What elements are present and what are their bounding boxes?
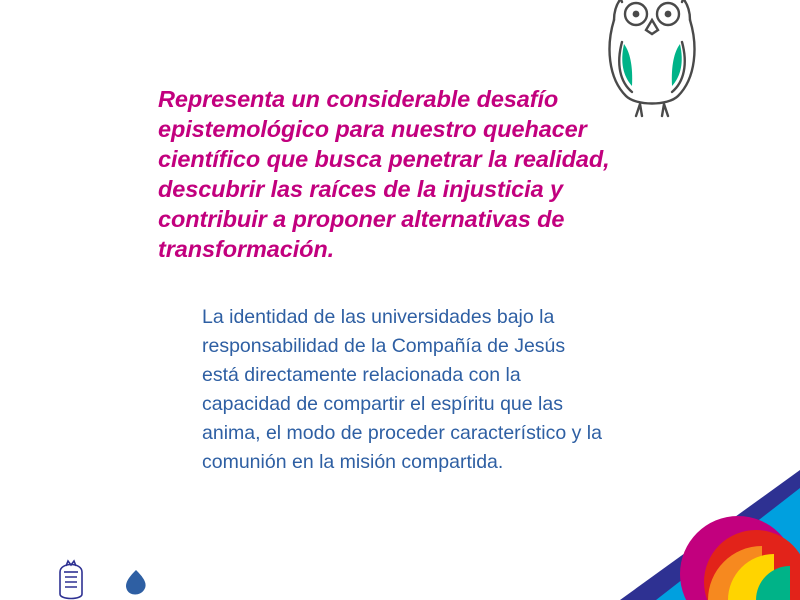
bottom-left-logos xyxy=(48,552,228,600)
main-quote-text: Representa un considerable desafío epistemológico para nuestro quehacer científico que busca penetrar la realidad, descubrir las raíces de la injusticia y contribuir a proponer alternativas de transformación. xyxy=(158,86,610,262)
secondary-quote-text: La identidad de las universidades bajo la responsabilidad de la Compañía de Jesús está directamente relacionada con la capacidad de compartir el espíritu que las anima, el modo de proceder característico y la comunión en la misión compartida. xyxy=(202,306,602,473)
blue-droplet-logo-icon xyxy=(126,570,146,595)
top-left-blob-decoration xyxy=(0,0,180,50)
crest-logo-icon xyxy=(60,561,82,599)
bottom-right-fan-decoration xyxy=(560,470,800,600)
